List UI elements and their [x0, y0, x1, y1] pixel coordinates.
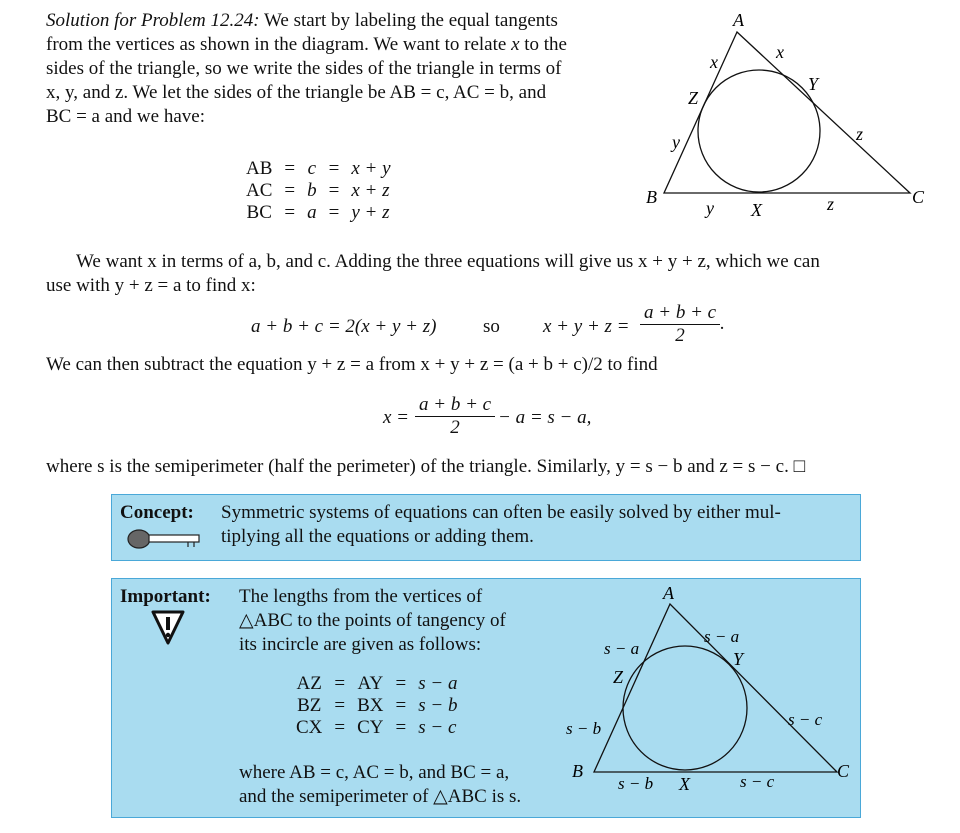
vertex-c-label: C [837, 761, 850, 781]
side-eq-row [240, 158, 397, 180]
incircle [698, 70, 820, 192]
segment-y-left: y [672, 132, 680, 152]
eq-sum-mid: x + y + z = [543, 316, 630, 337]
eq-sign: = [395, 673, 407, 694]
tangent-eq-row [290, 673, 463, 695]
para2-line-2: use with y + z = a to find x: [46, 275, 256, 296]
important-line-1: The lengths from the vertices of [239, 586, 483, 607]
solution-line-4: x, y, and z. We let the sides of the triangle be AB = c, AC = b, and [46, 82, 547, 103]
eq-sign: = [284, 180, 296, 201]
solution-line-2 [46, 33, 567, 57]
vertex-a-label: A [663, 583, 674, 603]
point-y-label: Y [733, 649, 744, 669]
eq-rhs: y + z [351, 202, 390, 223]
eq-x-lhs: x = [383, 407, 410, 428]
eq-rhs: s − b [418, 695, 458, 716]
tangent-eq-row [290, 695, 463, 717]
eq-rhs: s − c [418, 717, 457, 738]
eq-sum-period: . [720, 312, 725, 334]
side-equations-table [240, 158, 397, 224]
side-eq-row [240, 202, 397, 224]
side-eq-row [240, 180, 397, 202]
incircle [623, 646, 747, 770]
segment-sb-bottom: s − b [618, 774, 654, 793]
eq-mid: CY [357, 717, 384, 738]
eq-sum-fraction [640, 302, 725, 347]
point-y-label: Y [808, 74, 819, 94]
incircle-diagram-1 [640, 0, 940, 230]
important-line-2: △ABC to the points of tangency of [239, 610, 506, 631]
eq-mid: b [307, 180, 317, 201]
incircle-diagram-2 [562, 581, 858, 811]
important-box [111, 578, 861, 818]
para4 [46, 455, 805, 479]
eq-sign: = [328, 202, 340, 223]
eq-mid: c [307, 158, 317, 179]
concept-line-1: Symmetric systems of equations can often be easily solved by either mul- [221, 502, 781, 523]
segment-sa-right: s − a [704, 627, 740, 646]
eq-x-rhs: − a = s − a, [498, 407, 592, 428]
eq-sum-lhs: a + b + c = 2(x + y + z) [251, 316, 437, 337]
segment-sc-bottom: s − c [740, 772, 775, 791]
solution-line-1-text: We start by labeling the equal tangents [259, 10, 558, 31]
fraction-numerator: a + b + c [415, 394, 495, 417]
solution-lead: Solution for Problem 12.24: [46, 10, 260, 31]
eq-mid: BX [357, 695, 384, 716]
solution-line-2-var: x [511, 34, 520, 55]
segment-z-bottom: z [827, 194, 835, 214]
eq-lhs: AC [246, 180, 273, 201]
solution-line-3: sides of the triangle, so we write the sides of the triangle in terms of [46, 58, 562, 79]
concept-label: Concept: [120, 502, 194, 523]
eq-mid: AY [357, 673, 384, 694]
fraction-numerator: a + b + c [640, 302, 720, 325]
segment-z-right: z [856, 124, 864, 144]
eq-sign: = [284, 158, 296, 179]
solution-line-2-end: to the [524, 34, 567, 55]
eq-rhs: x + z [351, 180, 390, 201]
vertex-c-label: C [912, 187, 925, 207]
para3: We can then subtract the equation y + z = a from x + y + z = (a + b + c)/2 to find [46, 354, 658, 375]
segment-sb-left: s − b [566, 719, 602, 738]
concept-line-2: tiplying all the equations or adding them. [221, 526, 534, 547]
para2-line-1: We want x in terms of a, b, and c. Adding the three equations will give us x + y + z, which we can [76, 251, 820, 272]
para4-text: where s is the semiperimeter (half the perimeter) of the triangle. Similarly, y = s − b and z = s − c. [46, 456, 789, 477]
tangent-eq-row [290, 717, 463, 739]
vertex-b-label: B [572, 761, 583, 781]
eq-lhs: BZ [297, 695, 322, 716]
concept-box [111, 494, 861, 561]
segment-y-bottom: y [706, 198, 714, 218]
important-footer-1: where AB = c, AC = b, and BC = a, [239, 762, 510, 783]
point-x-label: X [751, 200, 762, 220]
qed-symbol: □ [793, 456, 806, 477]
fraction-denominator: 2 [675, 325, 685, 346]
eq-sign: = [334, 695, 346, 716]
vertex-a-label: A [733, 10, 744, 30]
important-label: Important: [120, 586, 211, 607]
eq-sign: = [328, 180, 340, 201]
eq-lhs: BC [246, 202, 272, 223]
eq-lhs: AB [246, 158, 273, 179]
eq-sign: = [334, 717, 346, 738]
segment-x-left: x [710, 52, 718, 72]
segment-sc-right: s − c [788, 710, 823, 729]
eq-lhs: CX [296, 717, 323, 738]
eq-sign: = [328, 158, 340, 179]
fraction-denominator: 2 [450, 417, 460, 438]
segment-x-right: x [776, 42, 784, 62]
warning-icon [150, 609, 186, 647]
key-icon [126, 528, 206, 550]
eq-x-fraction [415, 394, 495, 439]
important-footer-2: and the semiperimeter of △ABC is s. [239, 786, 522, 807]
solution-line-5: BC = a and we have: [46, 106, 205, 127]
vertex-b-label: B [646, 187, 657, 207]
eq-sign: = [395, 695, 407, 716]
eq-rhs: s − a [418, 673, 458, 694]
eq-sign: = [334, 673, 346, 694]
point-x-label: X [679, 774, 690, 794]
point-z-label: Z [613, 667, 624, 687]
eq-lhs: AZ [296, 673, 322, 694]
tangent-equations-table [290, 673, 463, 739]
point-z-label: Z [688, 88, 699, 108]
segment-sa-left: s − a [604, 639, 640, 658]
eq-sign: = [284, 202, 296, 223]
eq-sum-so: so [483, 316, 500, 337]
eq-rhs: x + y [351, 158, 391, 179]
eq-sign: = [395, 717, 407, 738]
eq-mid: a [307, 202, 317, 223]
solution-line-2-text: from the vertices as shown in the diagram. We want to relate [46, 34, 507, 55]
important-line-3: its incircle are given as follows: [239, 634, 482, 655]
solution-line-1 [46, 9, 558, 33]
